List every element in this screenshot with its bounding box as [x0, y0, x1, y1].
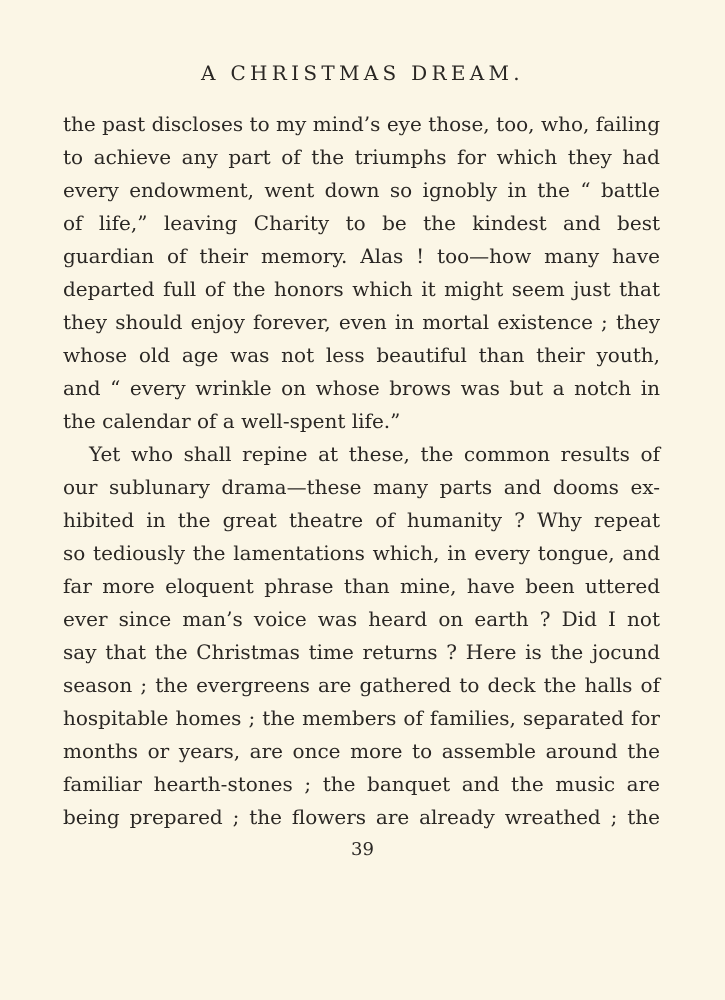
text-line: and “ every wrinkle on whose brows was but a notch in — [63, 376, 660, 400]
text-line: every endowment, went down so ignobly in the “ battle — [63, 178, 660, 202]
text-line: being prepared ; the flowers are already wreathed ; the — [63, 805, 660, 829]
text-line: our sublunary drama—these many parts and dooms ex- — [63, 475, 660, 499]
text-line: say that the Christmas time returns ? Here is the jocund — [63, 640, 660, 664]
text-line: ever since man’s voice was heard on earth ? Did I not — [63, 607, 660, 631]
paragraph-end-line: the calendar of a well-spent life.” — [63, 409, 401, 433]
text-line: hospitable homes ; the members of families, separated for — [63, 706, 660, 730]
text-line: guardian of their memory. Alas ! too—how many have — [63, 244, 660, 268]
text-line: of life,” leaving Charity to be the kindest and best — [63, 211, 660, 235]
paragraph-start-line: Yet who shall repine at these, the common results of — [89, 442, 660, 466]
text-line: hibited in the great theatre of humanity ? Why repeat — [63, 508, 660, 532]
text-line: to achieve any part of the triumphs for which they had — [63, 145, 660, 169]
text-line: months or years, are once more to assemble around the — [63, 739, 660, 763]
running-head: A CHRISTMAS DREAM. — [201, 61, 524, 85]
text-line: the past discloses to my mind’s eye those, too, who, failing — [63, 112, 660, 136]
text-line: they should enjoy forever, even in mortal existence ; they — [63, 310, 660, 334]
body-text — [63, 108, 660, 834]
text-line: departed full of the honors which it might seem just that — [63, 277, 660, 301]
text-line: far more eloquent phrase than mine, have been uttered — [63, 574, 660, 598]
text-line: so tediously the lamentations which, in every tongue, and — [63, 541, 660, 565]
text-line: whose old age was not less beautiful than their youth, — [63, 343, 660, 367]
text-line: familiar hearth-stones ; the banquet and the music are — [63, 772, 660, 796]
text-line: season ; the evergreens are gathered to deck the halls of — [63, 673, 660, 697]
page-number: 39 — [351, 839, 374, 860]
